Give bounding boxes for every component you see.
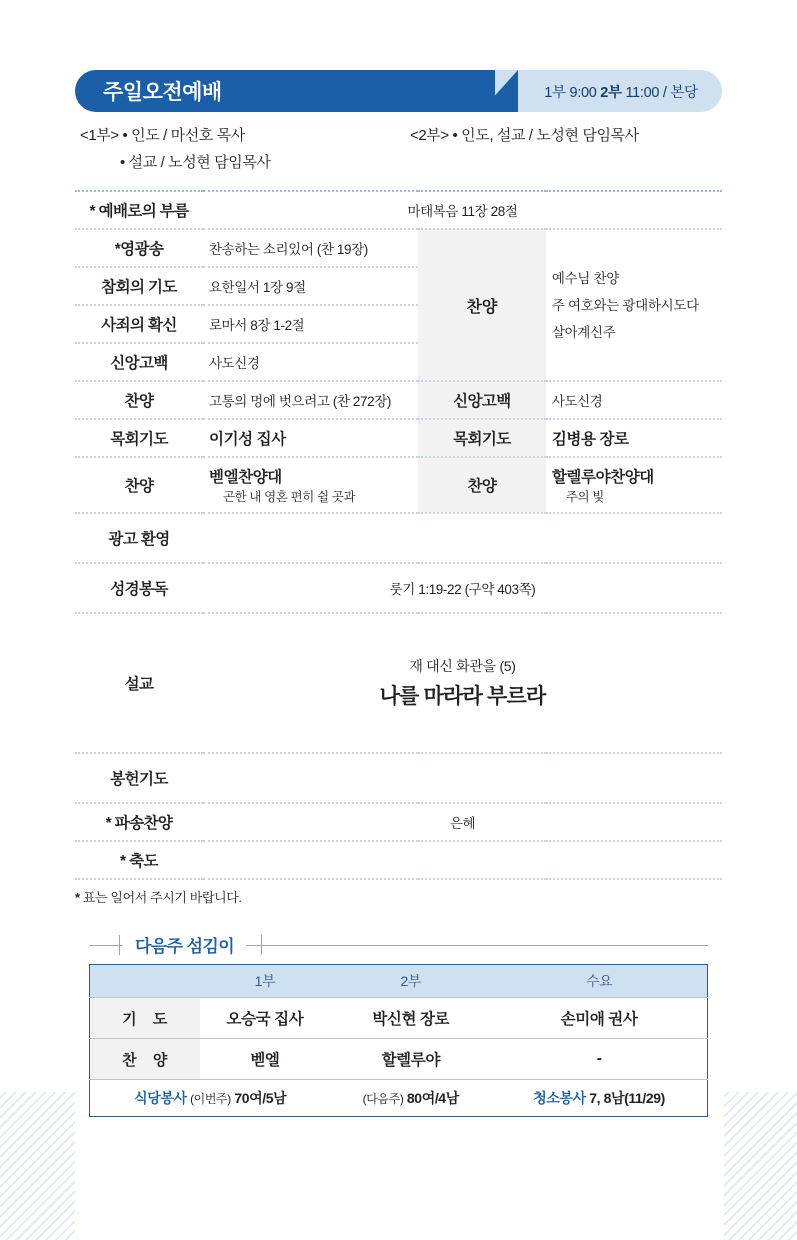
order-value-pastoral-prayer-part2: 김병용 장로	[546, 419, 722, 457]
part1-leader-line2: • 설교 / 노성현 담임목사	[120, 154, 271, 171]
order-label-doxology: *영광송	[75, 229, 203, 267]
page-title: 주일오전예배	[103, 81, 222, 104]
order-label-choir: 찬양	[75, 457, 203, 513]
order-value-choir-part2	[546, 457, 722, 513]
col-header-blank	[90, 965, 200, 998]
service-header	[75, 70, 722, 112]
order-value-choir	[203, 457, 418, 513]
page-content	[0, 70, 797, 1117]
praise-song-3: 살아계신주	[551, 324, 616, 340]
order-label-welcome: 광고 환영	[75, 513, 203, 563]
meal-service-label: 식당봉사	[134, 1090, 187, 1106]
order-value-call: 마태복음 11장 28절	[203, 191, 722, 229]
praise-part1: 벧엘	[200, 1039, 331, 1080]
next-week-table	[89, 964, 708, 1117]
prayer-part2: 박신현 장로	[330, 998, 491, 1039]
order-label-call: * 예배로의 부름	[75, 191, 203, 229]
order-label-offering-prayer: 봉헌기도	[75, 753, 203, 803]
cleaning-service-label: 청소봉사	[533, 1090, 586, 1106]
col-header-wednesday: 수요	[491, 965, 707, 998]
meal-service-cell	[90, 1080, 331, 1117]
col-header-part1: 1부	[200, 965, 331, 998]
order-value-hymn: 고통의 멍에 벗으려고 (찬 272장)	[203, 381, 418, 419]
next-week-title: 다음주 섬김이	[123, 932, 246, 957]
order-value-benediction	[203, 841, 722, 879]
service-leaders	[75, 124, 722, 180]
col-header-part2: 2부	[330, 965, 491, 998]
order-of-worship-table	[75, 190, 722, 880]
cleaning-service-cell	[491, 1080, 707, 1117]
order-label-sermon: 설교	[75, 613, 203, 753]
table-row	[90, 1080, 708, 1117]
table-row	[75, 381, 722, 419]
service-place: / 본당	[662, 84, 698, 101]
order-value-creed: 사도신경	[203, 343, 418, 381]
part1-leader-line1: <1부> • 인도 / 마선호 목사	[80, 127, 245, 144]
part2-time-label: 2부	[600, 84, 622, 101]
order-value-sending-song: 은혜	[203, 803, 722, 841]
praise-wednesday: -	[491, 1039, 707, 1080]
praise-song-1: 예수님 찬양	[551, 270, 619, 286]
order-label-sending-song: * 파송찬양	[75, 803, 203, 841]
next-week-heading	[89, 932, 708, 958]
row-label-praise: 찬 양	[90, 1039, 200, 1080]
order-label-pastoral-prayer: 목회기도	[75, 419, 203, 457]
table-row	[90, 1039, 708, 1080]
table-row	[75, 419, 722, 457]
table-row	[75, 513, 722, 563]
prayer-part1: 오승국 집사	[200, 998, 331, 1039]
order-label-scripture: 성경봉독	[75, 563, 203, 613]
praise-song-2: 주 여호와는 광대하시도다	[551, 297, 699, 313]
order-value-assurance: 로마서 8장 1-2절	[203, 305, 418, 343]
choir-song-part1: 곤한 내 영혼 편히 쉴 곳과	[223, 490, 356, 504]
order-label-choir-part2: 찬양	[418, 457, 546, 513]
header-wedge	[480, 70, 518, 112]
order-label-pastoral-prayer-part2: 목회기도	[418, 419, 546, 457]
order-value-pastoral-prayer: 이기성 집사	[203, 419, 418, 457]
table-row	[75, 803, 722, 841]
sermon-title: 나를 마라라 부르라	[379, 685, 546, 708]
order-label-confession-prayer: 참회의 기도	[75, 267, 203, 305]
choir-name-part1: 벧엘찬양대	[209, 469, 282, 486]
part1-leaders	[80, 124, 271, 172]
table-row	[75, 841, 722, 879]
order-label-creed: 신앙고백	[75, 343, 203, 381]
choir-name-part2: 할렐루야찬양대	[551, 469, 654, 486]
row-label-prayer: 기 도	[90, 998, 200, 1039]
table-row	[75, 457, 722, 513]
table-row	[75, 563, 722, 613]
choir-song-part2: 주의 빛	[565, 490, 604, 504]
table-row	[75, 229, 722, 267]
praise-part2: 할렐루야	[330, 1039, 491, 1080]
service-title-pill	[75, 70, 495, 112]
part2-leader-line1: <2부> • 인도, 설교 / 노성현 담임목사	[410, 127, 639, 144]
cleaning-service-value: 7, 8남(11/29)	[589, 1090, 665, 1106]
order-value-confession-prayer: 요한일서 1장 9절	[203, 267, 418, 305]
table-row	[75, 613, 722, 753]
order-value-sermon	[203, 613, 722, 753]
order-footnote	[75, 887, 722, 906]
order-label-benediction: * 축도	[75, 841, 203, 879]
asterisk-icon: *	[75, 890, 80, 905]
order-value-doxology: 찬송하는 소리있어 (찬 19장)	[203, 229, 418, 267]
order-value-offering-prayer	[203, 753, 722, 803]
service-time-text	[544, 81, 698, 102]
order-label-assurance: 사죄의 확신	[75, 305, 203, 343]
part2-leaders	[410, 124, 639, 145]
order-value-scripture: 룻기 1:19-22 (구약 403쪽)	[203, 563, 722, 613]
heading-tick-left-icon	[119, 935, 120, 955]
table-header-row	[90, 965, 708, 998]
sermon-series: 재 대신 화관을 (5)	[409, 658, 516, 674]
meal-this-week-label: (이번주)	[190, 1092, 231, 1106]
prayer-wednesday: 손미애 권사	[491, 998, 707, 1039]
meal-next-week-label: (다음주)	[362, 1092, 404, 1106]
table-row	[75, 753, 722, 803]
order-footnote-text: 표는 일어서 주시기 바랍니다.	[82, 890, 242, 905]
part2-time: 11:00	[625, 84, 660, 101]
heading-tick-right-icon	[261, 935, 262, 955]
meal-next-week-cell	[330, 1080, 491, 1117]
meal-this-week-value: 70여/5남	[234, 1090, 287, 1106]
table-row	[75, 191, 722, 229]
order-value-welcome	[203, 513, 722, 563]
order-value-creed-part2: 사도신경	[546, 381, 722, 419]
praise-song-list	[546, 229, 722, 381]
order-label-creed-part2: 신앙고백	[418, 381, 546, 419]
part1-time: 9:00	[569, 84, 597, 101]
table-row	[90, 998, 708, 1039]
order-label-hymn: 찬양	[75, 381, 203, 419]
next-week-section	[89, 932, 708, 1117]
praise-label-cell: 찬양	[418, 229, 546, 381]
part1-time-label: 1부	[544, 84, 566, 101]
meal-next-week-value: 80여/4남	[406, 1090, 459, 1106]
